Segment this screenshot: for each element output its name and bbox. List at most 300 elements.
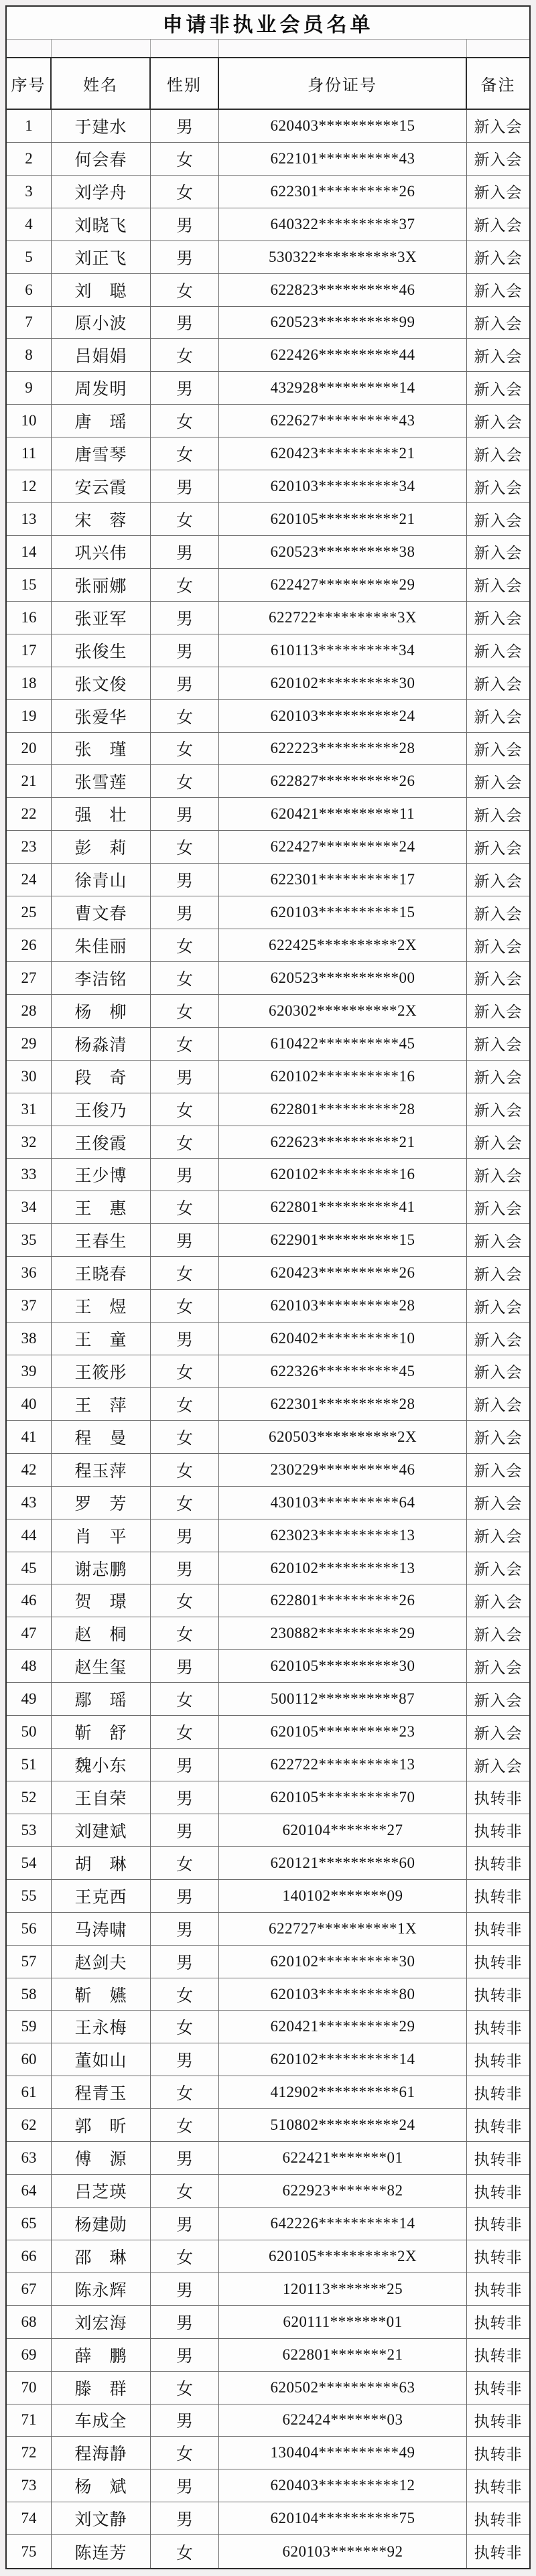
gender-cell: 女 <box>151 2109 219 2141</box>
table-row <box>7 1814 529 1847</box>
name-cell: 王 童 <box>52 1323 151 1355</box>
table-row <box>7 241 529 274</box>
remark-cell: 执转非 <box>474 1823 523 1840</box>
row-no-cell: 1 <box>7 110 52 142</box>
page-title: 申请非执业会员名单 <box>162 14 374 36</box>
gender-cell: 女 <box>151 2535 219 2568</box>
title-row <box>7 7 529 40</box>
name-cell: 魏小东 <box>52 1749 151 1781</box>
remark-cell: 新入会 <box>474 250 523 267</box>
remark-cell: 新入会 <box>474 119 523 136</box>
id-number-cell: 620402**********10 <box>219 1323 467 1355</box>
row-no-cell: 20 <box>7 733 52 765</box>
id-number-cell: 620105**********21 <box>219 503 467 535</box>
name-cell: 周发明 <box>52 372 151 404</box>
gender-cell: 女 <box>151 1584 219 1617</box>
gender-cell: 女 <box>151 1683 219 1715</box>
row-no-cell: 41 <box>7 1421 52 1453</box>
gender-cell: 男 <box>151 1749 219 1781</box>
table-row <box>7 2372 529 2404</box>
row-no-cell: 51 <box>7 1749 52 1781</box>
row-no-cell: 2 <box>7 143 52 175</box>
id-number-cell: 620502**********63 <box>219 2372 467 2404</box>
id-number-cell: 620523**********99 <box>219 307 467 339</box>
row-no-cell: 66 <box>7 2240 52 2273</box>
name-cell: 何会春 <box>52 143 151 175</box>
gender-cell: 男 <box>151 2142 219 2174</box>
id-number-cell: 622801**********26 <box>219 1584 467 1617</box>
remark-cell: 执转非 <box>474 2445 523 2463</box>
row-no-cell: 25 <box>7 896 52 929</box>
id-number-cell: 620121**********60 <box>219 1847 467 1879</box>
remark-cell: 执转非 <box>474 2052 523 2070</box>
row-no-cell: 13 <box>7 503 52 535</box>
table-row <box>7 2404 529 2437</box>
remark-cell: 执转非 <box>474 1921 523 1939</box>
row-no-cell: 49 <box>7 1683 52 1715</box>
id-number-cell: 620423**********21 <box>219 437 467 470</box>
table-row <box>7 733 529 766</box>
name-cell: 靳 嬿 <box>52 1978 151 2011</box>
id-number-cell: 622424*******03 <box>219 2404 467 2437</box>
remark-cell: 新入会 <box>474 315 523 332</box>
row-no-cell: 40 <box>7 1388 52 1420</box>
id-number-cell: 620102**********14 <box>219 2043 467 2076</box>
name-cell: 刘正飞 <box>52 241 151 273</box>
remark-cell: 新入会 <box>474 381 523 398</box>
id-number-cell: 622801*******21 <box>219 2339 467 2371</box>
gender-cell: 女 <box>151 1290 219 1322</box>
table-row <box>7 1519 529 1552</box>
row-no-cell: 21 <box>7 765 52 797</box>
row-no-cell: 52 <box>7 1781 52 1814</box>
name-cell: 张文俊 <box>52 667 151 699</box>
row-no-cell: 64 <box>7 2175 52 2207</box>
gender-cell: 男 <box>151 208 219 241</box>
name-cell: 李洁铭 <box>52 962 151 994</box>
table-row <box>7 143 529 176</box>
id-number-cell: 620423**********26 <box>219 1257 467 1289</box>
row-no-cell: 73 <box>7 2469 52 2502</box>
remark-cell: 新入会 <box>474 1102 523 1120</box>
name-cell: 赵 桐 <box>52 1617 151 1649</box>
table-row <box>7 896 529 929</box>
row-no-cell: 71 <box>7 2404 52 2437</box>
spacer-cell <box>52 40 151 57</box>
name-cell: 原小波 <box>52 307 151 339</box>
spacer-cell <box>467 40 529 57</box>
name-cell: 王筱彤 <box>52 1355 151 1387</box>
table-row <box>7 1257 529 1290</box>
name-cell: 王克西 <box>52 1880 151 1912</box>
gender-cell: 男 <box>151 634 219 667</box>
name-cell: 宋 蓉 <box>52 503 151 535</box>
remark-cell: 执转非 <box>474 2085 523 2102</box>
row-no-cell: 60 <box>7 2043 52 2076</box>
spacer-cell <box>7 40 52 57</box>
table-row <box>7 1913 529 1946</box>
name-cell: 董如山 <box>52 2043 151 2076</box>
row-no-cell: 28 <box>7 995 52 1027</box>
id-number-cell: 620523**********00 <box>219 962 467 994</box>
id-number-cell: 620103**********15 <box>219 896 467 929</box>
row-no-cell: 12 <box>7 470 52 502</box>
table-row <box>7 1093 529 1126</box>
name-cell: 刘学舟 <box>52 176 151 208</box>
remark-cell: 执转非 <box>474 1954 523 1972</box>
id-number-cell: 620102**********13 <box>219 1552 467 1584</box>
id-number-cell: 620421**********29 <box>219 2011 467 2043</box>
name-cell: 赵剑夫 <box>52 1946 151 1978</box>
name-cell: 强 壮 <box>52 798 151 830</box>
table-row <box>7 2339 529 2372</box>
row-no-cell: 3 <box>7 176 52 208</box>
table-row <box>7 1946 529 1978</box>
id-number-cell: 620403**********12 <box>219 2469 467 2502</box>
gender-cell: 男 <box>151 2469 219 2502</box>
table-row <box>7 2142 529 2175</box>
name-cell: 车成全 <box>52 2404 151 2437</box>
gender-cell: 女 <box>151 1126 219 1158</box>
name-cell: 贺 璟 <box>52 1584 151 1617</box>
name-cell: 郭 昕 <box>52 2109 151 2141</box>
remark-cell: 新入会 <box>474 413 523 431</box>
table-row <box>7 2175 529 2208</box>
remark-cell: 新入会 <box>474 774 523 791</box>
name-cell: 王少博 <box>52 1159 151 1191</box>
name-cell: 朱佳丽 <box>52 929 151 961</box>
name-cell: 刘建斌 <box>52 1814 151 1846</box>
table-row <box>7 2437 529 2469</box>
id-number-cell: 622801**********28 <box>219 1093 467 1126</box>
remark-cell: 执转非 <box>474 2348 523 2365</box>
remark-cell: 执转非 <box>474 2511 523 2528</box>
name-cell: 唐雪琴 <box>52 437 151 470</box>
row-no-cell: 15 <box>7 569 52 601</box>
table-row <box>7 470 529 503</box>
row-no-cell: 9 <box>7 372 52 404</box>
table-row <box>7 110 529 143</box>
row-no-cell: 36 <box>7 1257 52 1289</box>
remark-cell: 新入会 <box>474 1593 523 1611</box>
remark-cell: 新入会 <box>474 348 523 365</box>
gender-cell: 男 <box>151 1880 219 1912</box>
id-number-cell: 430103**********64 <box>219 1487 467 1519</box>
id-number-cell: 622427**********24 <box>219 831 467 863</box>
row-no-cell: 33 <box>7 1159 52 1191</box>
row-no-cell: 53 <box>7 1814 52 1846</box>
id-number-cell: 230229**********46 <box>219 1454 467 1486</box>
gender-cell: 女 <box>151 1093 219 1126</box>
table-row <box>7 765 529 798</box>
id-number-cell: 130404**********49 <box>219 2437 467 2469</box>
table-row <box>7 2306 529 2339</box>
remark-cell: 新入会 <box>474 1004 523 1021</box>
table-row <box>7 2535 529 2568</box>
remark-cell: 新入会 <box>474 971 523 988</box>
name-cell: 张俊生 <box>52 634 151 667</box>
remark-cell: 新入会 <box>474 1495 523 1513</box>
remark-cell: 执转非 <box>474 2249 523 2266</box>
name-cell: 程青玉 <box>52 2076 151 2108</box>
name-cell: 王 惠 <box>52 1191 151 1223</box>
gender-cell: 女 <box>151 2011 219 2043</box>
gender-cell: 男 <box>151 667 219 699</box>
remark-cell: 执转非 <box>474 2478 523 2496</box>
name-cell: 王 煜 <box>52 1290 151 1322</box>
table-row <box>7 536 529 569</box>
gender-cell: 女 <box>151 995 219 1027</box>
table-row <box>7 437 529 470</box>
gender-cell: 男 <box>151 1781 219 1814</box>
table-row <box>7 2011 529 2043</box>
remark-cell: 执转非 <box>474 1856 523 1873</box>
row-no-cell: 27 <box>7 962 52 994</box>
row-no-cell: 74 <box>7 2502 52 2534</box>
row-no-cell: 35 <box>7 1224 52 1256</box>
table-row <box>7 2109 529 2142</box>
row-no-cell: 17 <box>7 634 52 667</box>
name-cell: 邵 琳 <box>52 2240 151 2273</box>
name-cell: 王 萍 <box>52 1388 151 1420</box>
name-cell: 刘宏海 <box>52 2306 151 2338</box>
remark-cell: 新入会 <box>474 807 523 824</box>
name-cell: 王永梅 <box>52 2011 151 2043</box>
table-row <box>7 1650 529 1683</box>
column-header-remark: 备注 <box>480 77 516 94</box>
row-no-cell: 75 <box>7 2535 52 2568</box>
gender-cell: 女 <box>151 700 219 732</box>
remark-cell: 新入会 <box>474 905 523 923</box>
gender-cell: 男 <box>151 2273 219 2305</box>
gender-cell: 女 <box>151 1421 219 1453</box>
table-row <box>7 372 529 405</box>
remark-cell: 执转非 <box>474 1790 523 1808</box>
gender-cell: 男 <box>151 307 219 339</box>
row-no-cell: 8 <box>7 339 52 371</box>
id-number-cell: 622901**********15 <box>219 1224 467 1256</box>
remark-cell: 新入会 <box>474 1167 523 1184</box>
name-cell: 靳 舒 <box>52 1716 151 1748</box>
id-number-cell: 622425**********2X <box>219 929 467 961</box>
name-cell: 王俊霞 <box>52 1126 151 1158</box>
remark-cell: 执转非 <box>474 2118 523 2135</box>
row-no-cell: 65 <box>7 2208 52 2240</box>
gender-cell: 女 <box>151 437 219 470</box>
remark-cell: 执转非 <box>474 2183 523 2201</box>
remark-cell: 新入会 <box>474 1331 523 1349</box>
remark-cell: 新入会 <box>474 1561 523 1578</box>
gender-cell: 女 <box>151 929 219 961</box>
id-number-cell: 620403**********15 <box>219 110 467 142</box>
id-number-cell: 620111*******01 <box>219 2306 467 2338</box>
gender-cell: 女 <box>151 2175 219 2207</box>
remark-cell: 新入会 <box>474 1135 523 1152</box>
remark-cell: 新入会 <box>474 1528 523 1546</box>
remark-cell: 新入会 <box>474 1364 523 1381</box>
id-number-cell: 640322**********37 <box>219 208 467 241</box>
id-number-cell: 622426**********44 <box>219 339 467 371</box>
id-number-cell: 500112**********87 <box>219 1683 467 1715</box>
row-no-cell: 42 <box>7 1454 52 1486</box>
remark-cell: 新入会 <box>474 1757 523 1775</box>
remark-cell: 新入会 <box>474 709 523 726</box>
table-row <box>7 995 529 1028</box>
table-row <box>7 1847 529 1880</box>
id-number-cell: 620105**********2X <box>219 2240 467 2273</box>
remark-cell: 新入会 <box>474 545 523 562</box>
gender-cell: 女 <box>151 1617 219 1649</box>
name-cell: 吕芝瑛 <box>52 2175 151 2207</box>
remark-cell: 新入会 <box>474 283 523 300</box>
row-no-cell: 24 <box>7 864 52 896</box>
id-number-cell: 620503**********2X <box>219 1421 467 1453</box>
table-row <box>7 798 529 831</box>
remark-cell: 新入会 <box>474 1200 523 1217</box>
row-no-cell: 22 <box>7 798 52 830</box>
member-list-table <box>5 5 531 2569</box>
id-number-cell: 622421*******01 <box>219 2142 467 2174</box>
remark-cell: 执转非 <box>474 2282 523 2299</box>
gender-cell: 女 <box>151 503 219 535</box>
row-no-cell: 31 <box>7 1093 52 1126</box>
gender-cell: 女 <box>151 765 219 797</box>
remark-cell: 新入会 <box>474 1397 523 1414</box>
table-row <box>7 2043 529 2076</box>
gender-cell: 男 <box>151 372 219 404</box>
gender-cell: 女 <box>151 1257 219 1289</box>
id-number-cell: 620104*******27 <box>219 1814 467 1846</box>
remark-cell: 执转非 <box>474 2315 523 2332</box>
column-header-name: 姓名 <box>52 58 151 109</box>
row-no-cell: 68 <box>7 2306 52 2338</box>
table-row <box>7 1880 529 1913</box>
gender-cell: 女 <box>151 1454 219 1486</box>
table-row <box>7 962 529 995</box>
name-cell: 赵生玺 <box>52 1650 151 1682</box>
row-no-cell: 10 <box>7 405 52 437</box>
id-number-cell: 120113*******25 <box>219 2273 467 2305</box>
row-no-cell: 72 <box>7 2437 52 2469</box>
table-row <box>7 2469 529 2502</box>
table-row <box>7 1421 529 1454</box>
id-number-cell: 622722**********3X <box>219 602 467 634</box>
row-no-cell: 48 <box>7 1650 52 1682</box>
id-number-cell: 620103**********80 <box>219 1978 467 2011</box>
table-row <box>7 1716 529 1749</box>
row-no-cell: 7 <box>7 307 52 339</box>
row-no-cell: 54 <box>7 1847 52 1879</box>
name-cell: 刘文静 <box>52 2502 151 2534</box>
gender-cell: 女 <box>151 1191 219 1223</box>
row-no-cell: 23 <box>7 831 52 863</box>
row-no-cell: 44 <box>7 1519 52 1552</box>
gender-cell: 男 <box>151 864 219 896</box>
gender-cell: 男 <box>151 1159 219 1191</box>
remark-cell: 新入会 <box>474 676 523 693</box>
gender-cell: 女 <box>151 2437 219 2469</box>
gender-cell: 男 <box>151 1061 219 1093</box>
table-row <box>7 1323 529 1355</box>
table-row <box>7 274 529 307</box>
table-row <box>7 1584 529 1617</box>
gender-cell: 男 <box>151 1323 219 1355</box>
gender-cell: 女 <box>151 2372 219 2404</box>
table-row <box>7 1781 529 1814</box>
id-number-cell: 620102**********16 <box>219 1061 467 1093</box>
id-number-cell: 622301**********28 <box>219 1388 467 1420</box>
gender-cell: 女 <box>151 831 219 863</box>
table-row <box>7 339 529 372</box>
gender-cell: 女 <box>151 569 219 601</box>
table-row <box>7 1388 529 1421</box>
table-row <box>7 1749 529 1781</box>
id-number-cell: 620103*******92 <box>219 2535 467 2568</box>
column-header-id: 身份证号 <box>219 58 467 109</box>
row-no-cell: 14 <box>7 536 52 568</box>
name-cell: 程海静 <box>52 2437 151 2469</box>
row-no-cell: 62 <box>7 2109 52 2141</box>
id-number-cell: 620103**********24 <box>219 700 467 732</box>
gender-cell: 女 <box>151 143 219 175</box>
gender-cell: 男 <box>151 536 219 568</box>
id-number-cell: 140102*******09 <box>219 1880 467 1912</box>
id-number-cell: 610422**********45 <box>219 1028 467 1060</box>
table-row <box>7 405 529 437</box>
gender-cell: 男 <box>151 2043 219 2076</box>
name-cell: 马涛啸 <box>52 1913 151 1945</box>
row-no-cell: 34 <box>7 1191 52 1223</box>
gender-cell: 女 <box>151 2076 219 2108</box>
id-number-cell: 620102**********16 <box>219 1159 467 1191</box>
name-cell: 张爱华 <box>52 700 151 732</box>
name-cell: 王自荣 <box>52 1781 151 1814</box>
table-row <box>7 208 529 241</box>
remark-cell: 新入会 <box>474 1036 523 1054</box>
table-row <box>7 1061 529 1093</box>
table-row <box>7 1159 529 1192</box>
remark-cell: 新入会 <box>474 1430 523 1447</box>
remark-cell: 新入会 <box>474 479 523 496</box>
gender-cell: 男 <box>151 1650 219 1682</box>
name-cell: 傅 源 <box>52 2142 151 2174</box>
table-row <box>7 602 529 634</box>
name-cell: 张雪莲 <box>52 765 151 797</box>
table-row <box>7 1191 529 1224</box>
remark-cell: 执转非 <box>474 1889 523 1906</box>
row-no-cell: 58 <box>7 1978 52 2011</box>
table-row <box>7 1224 529 1257</box>
table-row <box>7 1028 529 1061</box>
spacer-cell <box>219 40 467 57</box>
row-no-cell: 16 <box>7 602 52 634</box>
name-cell: 杨建勋 <box>52 2208 151 2240</box>
table-row <box>7 1290 529 1323</box>
remark-cell: 执转非 <box>474 2380 523 2398</box>
id-number-cell: 642226**********14 <box>219 2208 467 2240</box>
remark-cell: 执转非 <box>474 1987 523 2004</box>
id-number-cell: 620105**********70 <box>219 1781 467 1814</box>
name-cell: 谢志鹏 <box>52 1552 151 1584</box>
row-no-cell: 45 <box>7 1552 52 1584</box>
gender-cell: 男 <box>151 1224 219 1256</box>
id-number-cell: 622301**********26 <box>219 176 467 208</box>
id-number-cell: 622326**********45 <box>219 1355 467 1387</box>
name-cell: 程玉萍 <box>52 1454 151 1486</box>
gender-cell: 男 <box>151 470 219 502</box>
name-cell: 薛 鹏 <box>52 2339 151 2371</box>
name-cell: 陈连芳 <box>52 2535 151 2568</box>
